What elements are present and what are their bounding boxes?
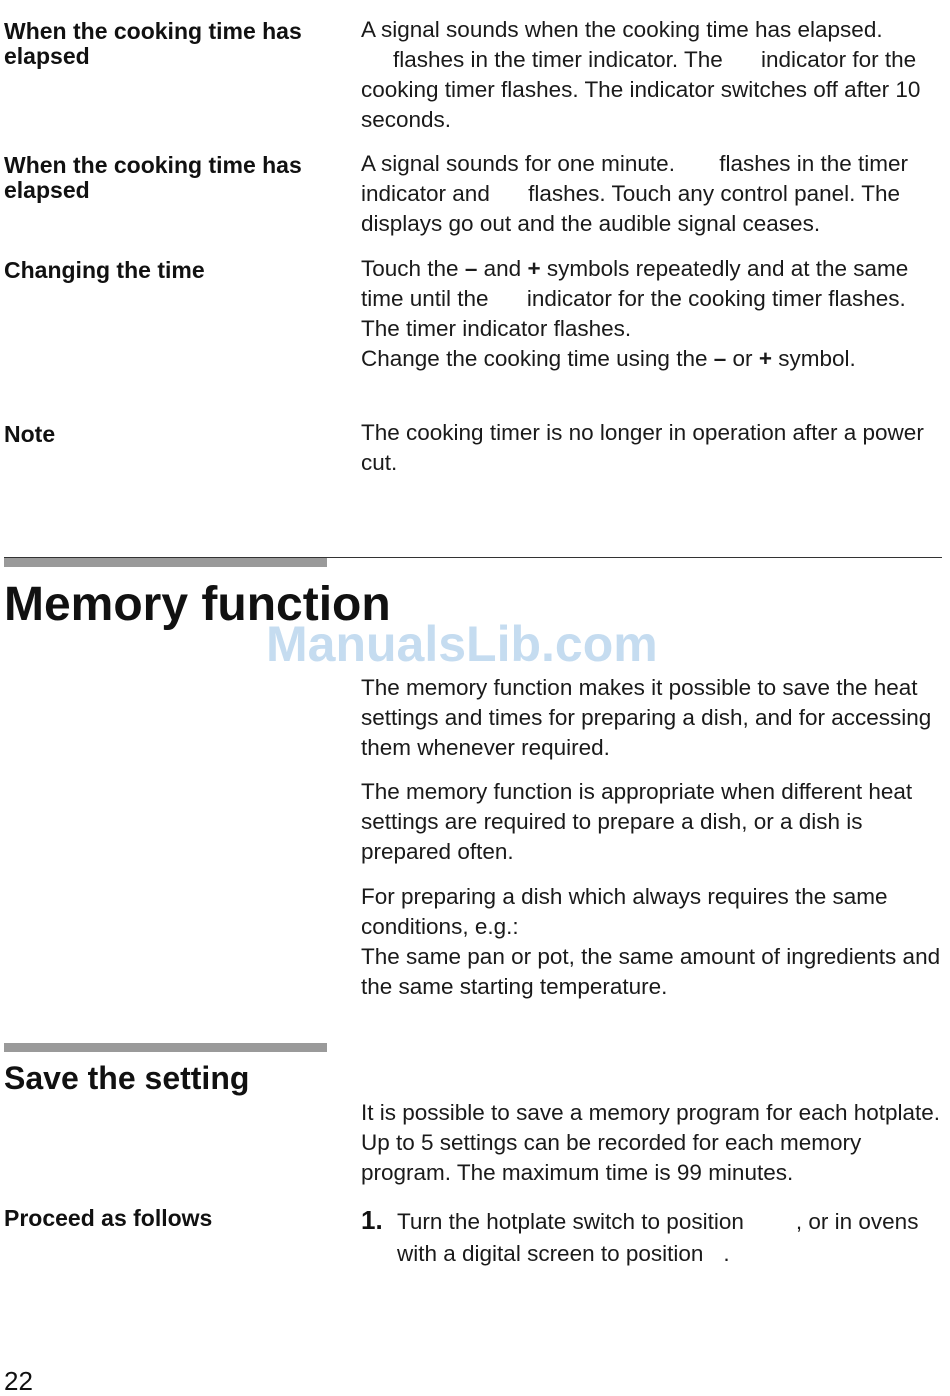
minus-symbol: – (713, 346, 727, 371)
minus-symbol: – (464, 256, 478, 281)
section-divider (4, 557, 942, 558)
proceed-label: Proceed as follows (4, 1205, 213, 1231)
section-heading-bar (4, 558, 327, 567)
row-text-cooking-time-elapsed-1: A signal sounds when the cooking time has elapsed. flashes in the timer indicator. The indicator for the cooking timer flashes. The indicator switches off after 10 seconds. (361, 17, 921, 132)
row-text-cooking-time-elapsed-2: A signal sounds for one minute. flashes in the timer indicator and flashes. Touch any control panel. The displays go out and the audible signal ceases. (361, 151, 909, 236)
plus-symbol: + (527, 256, 541, 281)
subsection-title: Save the setting (4, 1060, 250, 1096)
row-text-note: The cooking timer is no longer in operation after a power cut. (361, 420, 924, 475)
section-title: Memory function (4, 578, 391, 631)
row-label-changing-time: Changing the time (4, 257, 205, 283)
plus-symbol: + (758, 346, 772, 371)
row-text-changing-time: Touch the – and + symbols repeatedly and at the same time until the indicator for the cooking timer flashes. The timer indicator flashes. Change the cooking time using the – or + symbol. (361, 256, 909, 371)
step-number: 1. (361, 1205, 383, 1235)
page-number: 22 (4, 1366, 33, 1396)
step-text: Turn the hotplate switch to position , or in ovens with a digital screen to position . (397, 1209, 919, 1266)
subsection-heading-bar (4, 1043, 327, 1052)
watermark: ManualsLib.com (266, 616, 658, 672)
row-label-note: Note (4, 421, 56, 447)
save-setting-intro: It is possible to save a memory program for each hotplate. Up to 5 settings can be recorded for each memory program. The maximum time is 99 minutes. (361, 1100, 941, 1185)
memory-paragraph-3: For preparing a dish which always requires the same conditions, e.g.: The same pan or pot, the same amount of ingredients and the same starting temperature. (361, 884, 941, 999)
memory-paragraph-2: The memory function is appropriate when different heat settings are required to prepare a dish, or a dish is prepared often. (361, 779, 913, 864)
memory-paragraph-1: The memory function makes it possible to save the heat settings and times for preparing a dish, and for accessing them whenever required. (361, 675, 932, 760)
row-label-cooking-time-elapsed-1: When the cooking time has elapsed (4, 18, 302, 69)
row-label-cooking-time-elapsed-2: When the cooking time has elapsed (4, 152, 302, 203)
